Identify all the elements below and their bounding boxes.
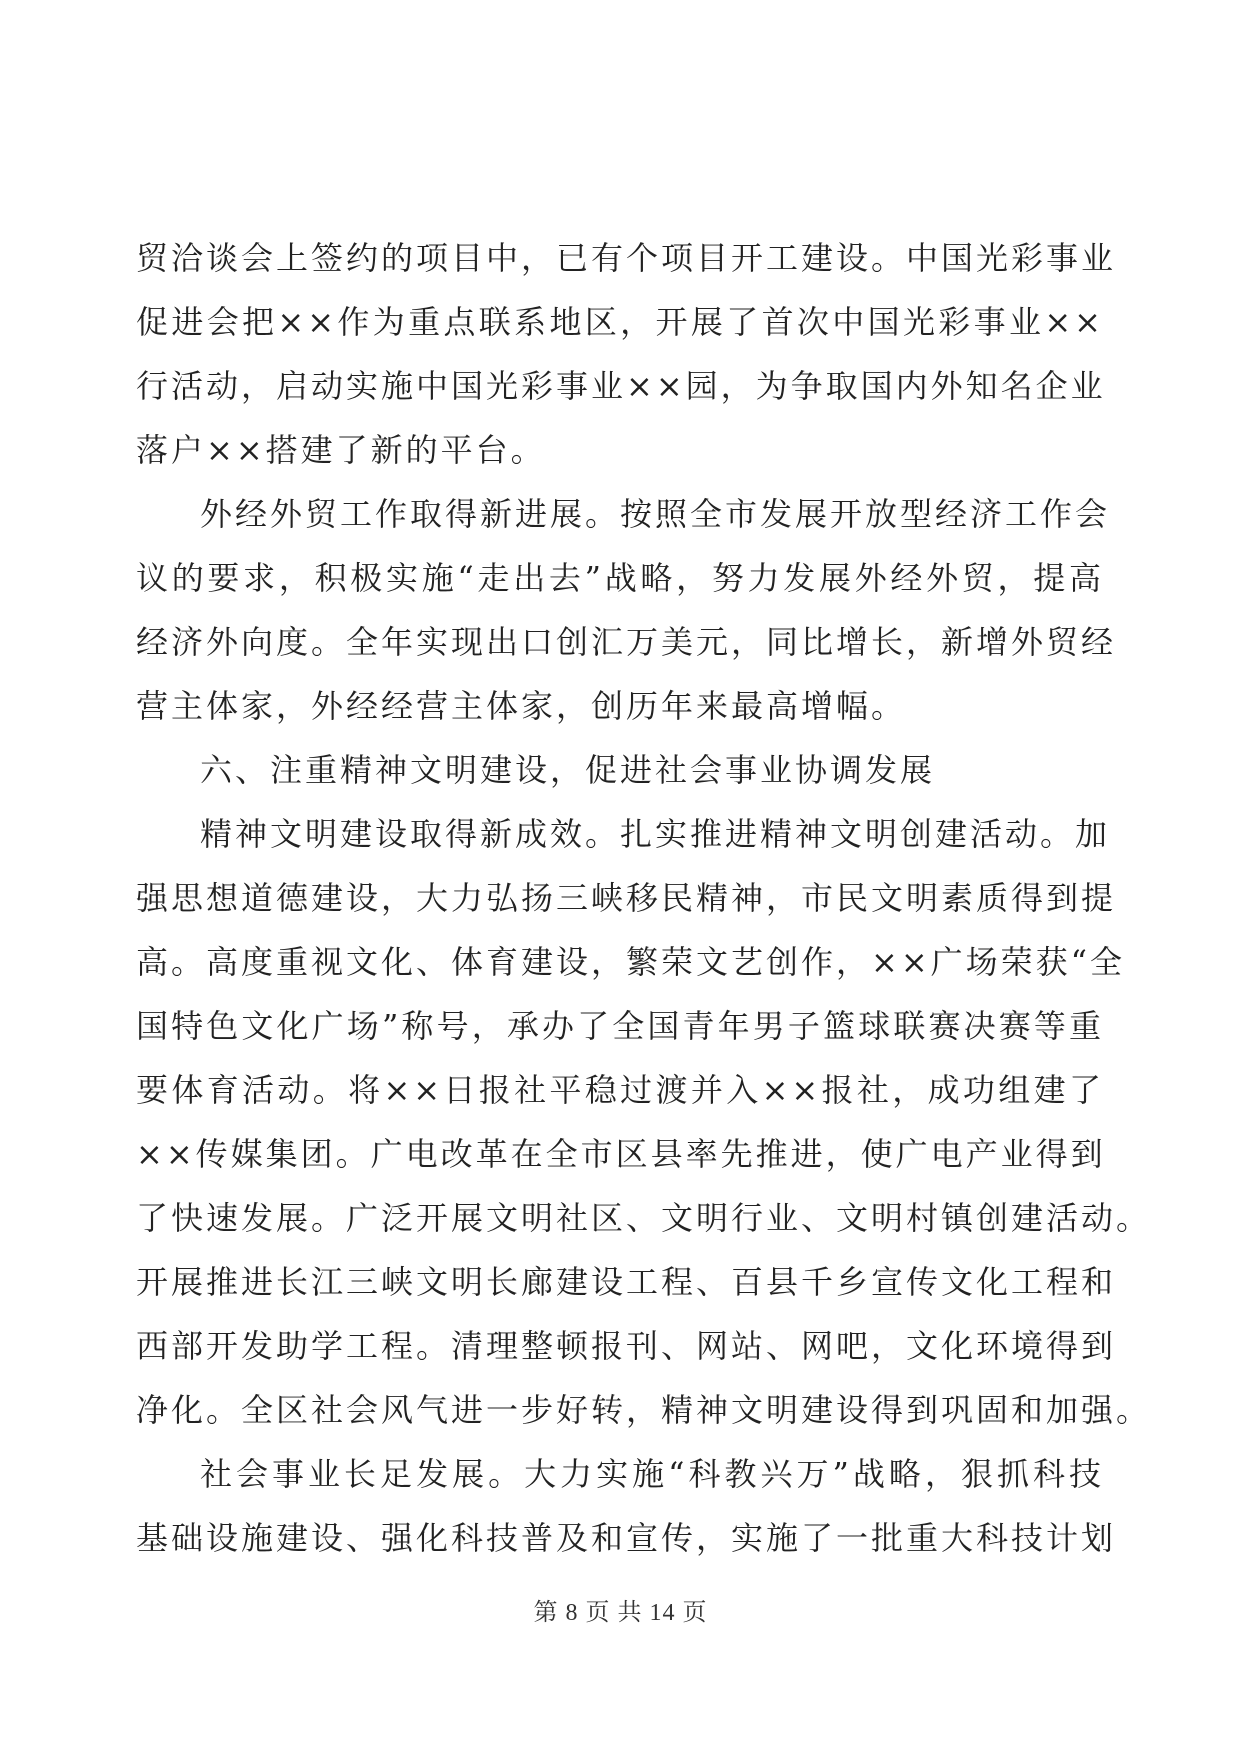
text-line: 贸洽谈会上签约的项目中，已有个项目开工建设。中国光彩事业: [136, 239, 1117, 277]
text-line: 促进会把××作为重点联系地区，开展了首次中国光彩事业××: [136, 303, 1104, 341]
text-line: 开展推进长江三峡文明长廊建设工程、百县千乡宣传文化工程和: [136, 1263, 1117, 1301]
text-line: 经济外向度。全年实现出口创汇万美元，同比增长，新增外贸经: [136, 623, 1117, 661]
text-line: 落户××搭建了新的平台。: [136, 431, 546, 469]
text-line: 要体育活动。将××日报社平稳过渡并入××报社，成功组建了: [136, 1071, 1104, 1109]
text-line: 高。高度重视文化、体育建设，繁荣文艺创作，××广场荣获“全: [136, 943, 1125, 981]
text-line: 国特色文化广场”称号，承办了全国青年男子篮球联赛决赛等重: [136, 1007, 1104, 1045]
section-heading: 六、注重精神文明建设，促进社会事业协调发展: [200, 751, 936, 789]
text-line: 营主体家，外经经营主体家，创历年来最高增幅。: [136, 687, 907, 725]
text-line: 外经外贸工作取得新进展。按照全市发展开放型经济工作会: [200, 495, 1111, 533]
text-line: 议的要求，积极实施“走出去”战略，努力发展外经外贸，提高: [136, 559, 1104, 597]
text-line: 西部开发助学工程。清理整顿报刊、网站、网吧，文化环境得到: [136, 1327, 1117, 1365]
text-line: 基础设施建设、强化科技普及和宣传，实施了一批重大科技计划: [136, 1519, 1117, 1557]
text-line: 行活动，启动实施中国光彩事业××园，为争取国内外知名企业: [136, 367, 1106, 405]
text-line: 净化。全区社会风气进一步好转，精神文明建设得到巩固和加强。: [136, 1391, 1152, 1429]
text-line: 了快速发展。广泛开展文明社区、文明行业、文明村镇创建活动。: [136, 1199, 1152, 1237]
document-body: [136, 226, 1152, 1570]
text-line: 社会事业长足发展。大力实施“科教兴万”战略，狠抓科技: [200, 1455, 1104, 1493]
page-number-footer: 第 8 页 共 14 页: [533, 1600, 708, 1626]
text-line: 精神文明建设取得新成效。扎实推进精神文明创建活动。加: [200, 815, 1111, 853]
text-line: 强思想道德建设，大力弘扬三峡移民精神，市民文明素质得到提: [136, 879, 1117, 917]
text-line: ××传媒集团。广电改革在全市区县率先推进，使广电产业得到: [136, 1135, 1106, 1173]
